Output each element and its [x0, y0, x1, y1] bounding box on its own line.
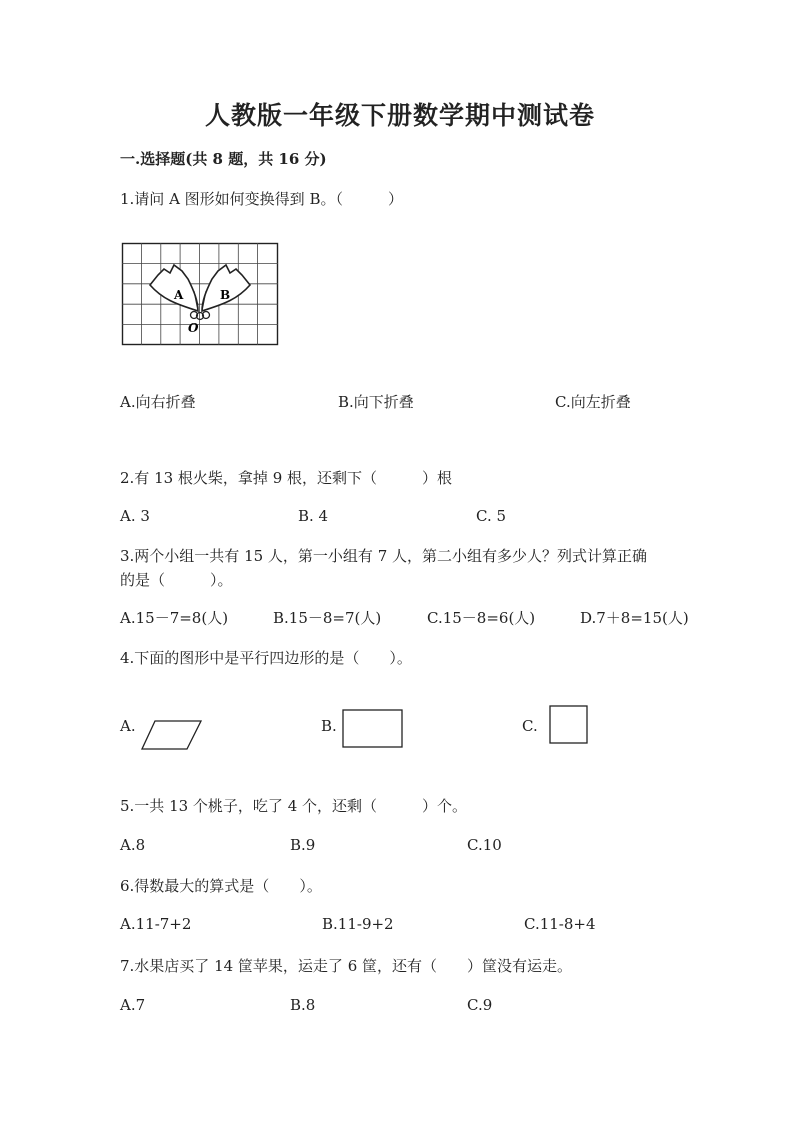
figure-label-b: B: [220, 288, 231, 302]
figure-label-o: O: [188, 321, 199, 335]
q2-option-a[interactable]: A. 3: [120, 507, 150, 525]
q7-option-a[interactable]: A.7: [120, 996, 146, 1014]
question-7-stem: 7.水果店买了 14 筐苹果，运走了 6 筐，还有（ ）筐没有运走。: [120, 957, 573, 975]
question-2-stem: 2.有 13 根火柴，拿掉 9 根，还剩下（ ）根: [120, 469, 453, 487]
q7-option-b[interactable]: B.8: [290, 996, 316, 1014]
q6-option-a[interactable]: A.11-7+2: [120, 915, 192, 933]
flower-grid-figure: [122, 243, 282, 347]
question-3-stem-line2: 的是（ ）。: [120, 571, 233, 589]
section-heading: 一.选择题(共 8 题，共 16 分): [120, 150, 327, 168]
q3-option-a[interactable]: A.15－7=8(人): [120, 609, 229, 627]
question-3-stem-line1: 3.两个小组一共有 15 人，第一小组有 7 人，第二小组有多少人？列式计算正确: [120, 547, 648, 565]
parallelogram-icon: [141, 720, 205, 752]
q1-option-b[interactable]: B.向下折叠: [338, 393, 414, 411]
q4-option-b[interactable]: B.: [321, 717, 337, 735]
q5-option-a[interactable]: A.8: [120, 836, 146, 854]
q5-option-c[interactable]: C.10: [467, 836, 502, 854]
page-title: 人教版一年级下册数学期中测试卷: [204, 101, 595, 130]
q1-option-c[interactable]: C.向左折叠: [555, 393, 631, 411]
q3-option-b[interactable]: B.15－8=7(人): [273, 609, 382, 627]
q7-option-c[interactable]: C.9: [467, 996, 493, 1014]
q4-option-a[interactable]: A.: [120, 717, 136, 735]
q3-option-c[interactable]: C.15－8=6(人): [427, 609, 536, 627]
figure-label-a: A: [174, 288, 184, 302]
q2-option-b[interactable]: B. 4: [298, 507, 329, 525]
q3-option-d[interactable]: D.7＋8=15(人): [580, 609, 689, 627]
q6-option-b[interactable]: B.11-9+2: [322, 915, 394, 933]
q6-option-c[interactable]: C.11-8+4: [524, 915, 596, 933]
q2-option-c[interactable]: C. 5: [476, 507, 507, 525]
question-6-stem: 6.得数最大的算式是（ ）。: [120, 877, 322, 895]
question-1-stem: 1.请问 A 图形如何变换得到 B。（ ）: [120, 190, 403, 208]
square-icon: [549, 705, 589, 745]
question-5-stem: 5.一共 13 个桃子，吃了 4 个，还剩（ ）个。: [120, 797, 468, 815]
rectangle-icon: [342, 709, 404, 749]
question-4-stem: 4.下面的图形中是平行四边形的是（ ）。: [120, 649, 412, 667]
q1-option-a[interactable]: A.向右折叠: [120, 393, 196, 411]
q5-option-b[interactable]: B.9: [290, 836, 316, 854]
q4-option-c[interactable]: C.: [522, 717, 538, 735]
